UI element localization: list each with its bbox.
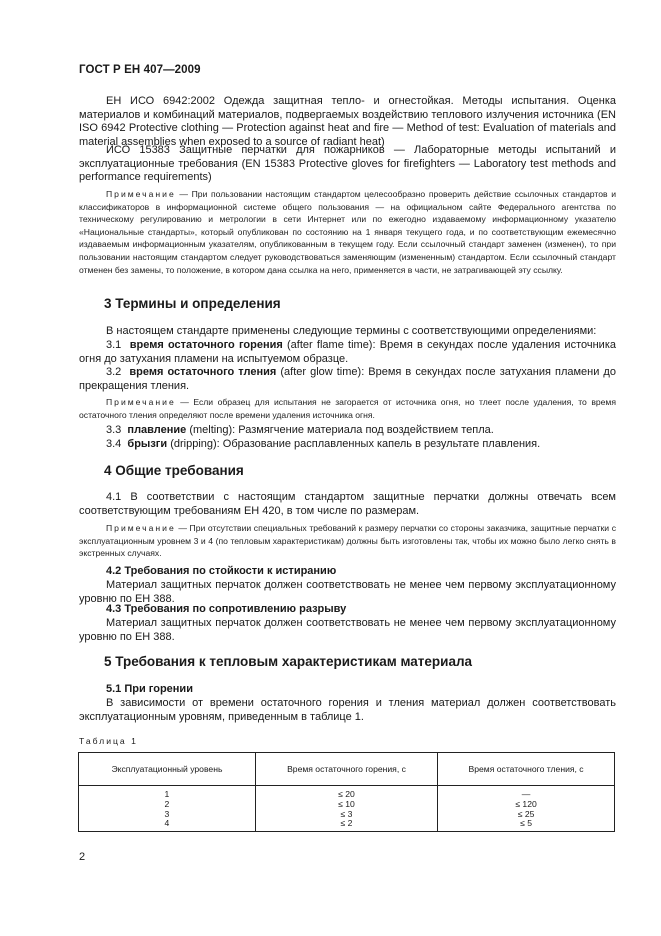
- term-3-1: 3.1 время остаточного горения (after flame time): Время в секундах после удаления источника огня до затухания пламени на испытуемом образце.: [79, 339, 616, 365]
- term-3-4-name: брызги: [127, 438, 168, 450]
- term-3-3: 3.3 плавление (melting): Размягчение материала под воздействием тепла.: [106, 424, 494, 436]
- reference-iso-6942: ЕН ИСО 6942:2002 Одежда защитная тепло- и огнестойкая. Методы испытания. Оценка материалов и комбинаций материалов, подвергаемых воздействию теплового излучения источника (EN ISO 6942 Protective clothing — Protection against heat and fire — Method of test: Evaluation of materials and material assemblies when exposed to a source of radiant heat): [79, 95, 616, 148]
- section-3-title: 3 Термины и определения: [104, 296, 281, 311]
- note-references: [79, 188, 616, 276]
- note-label: Примечание: [106, 189, 176, 199]
- note-section-3: Примечание — Если образец для испытания не загорается от источника огня, но тлеет после удаления, то время остаточного тления определяют после времени удаления источника огня.: [79, 397, 616, 420]
- clause-4-1: 4.1 В соответствии с настоящим стандартом защитные перчатки должны отвечать всем соответствующим требованиям ЕН 420, в том числе по размерам.: [79, 491, 616, 517]
- table-header-level: Эксплуатационный уровень: [79, 753, 256, 786]
- table-header-row: [79, 753, 615, 786]
- section-3-intro: В настоящем стандарте применены следующие термины с соответствующими определениями:: [106, 325, 597, 337]
- table-row: [79, 786, 615, 832]
- term-3-3-name: плавление: [127, 424, 187, 436]
- table-1: [78, 752, 615, 832]
- section-5-title: 5 Требования к тепловым характеристикам материала: [104, 654, 473, 669]
- term-3-2-name: время остаточного тления: [129, 366, 277, 378]
- document-header: ГОСТ Р ЕН 407—2009: [79, 64, 201, 76]
- reference-iso-15383: ИСО 15383 Защитные перчатки для пожарников — Лабораторные методы испытаний и эксплуатационные требования (EN 15383 Protective gloves for firefighters — Laboratory test methods and performance requirements): [79, 144, 616, 183]
- table-cell-glow-times: — ≤ 120 ≤ 25 ≤ 5: [438, 786, 615, 832]
- table-header-flame: Время остаточного горения, с: [255, 753, 437, 786]
- clause-4-2-heading: 4.2 Требования по стойкости к истиранию: [106, 565, 337, 577]
- section-4-title: 4 Общие требования: [104, 463, 244, 478]
- clause-4-2-text: Материал защитных перчаток должен соответствовать не менее чем первому эксплуатационному уровню по ЕН 388.: [79, 579, 616, 605]
- clause-5-1-heading: 5.1 При горении: [106, 683, 193, 695]
- term-3-2: 3.2 время остаточного тления (after glow time): Время в секундах после затухания пламени до прекращения тления.: [79, 366, 616, 392]
- table-cell-flame-times: ≤ 20 ≤ 10 ≤ 3 ≤ 2: [255, 786, 437, 832]
- clause-5-1-text: В зависимости от времени остаточного горения и тления материал должен соответствовать эксплуатационным уровням, приведенным в таблице 1.: [79, 697, 616, 723]
- table-header-glow: Время остаточного тления, с: [438, 753, 615, 786]
- table-cell-levels: 1 2 3 4: [79, 786, 256, 832]
- note-text: — При пользовании настоящим стандартом целесообразно проверить действие ссылочных стандартов и классификаторов в информационной системе общего пользования — на официальном сайте Федерального агентства по техническому регулированию и метрологии в сети Интернет или по ежегодно издаваемому информационному указателю «Национальные стандарты», который опубликован по состоянию на 1 января текущего года, и по соответствующим ежемесячно издаваемым информационным указателям, опубликованным в текущем году. Если ссылочный стандарт заменен (изменен), то при пользовании настоящим стандартом следует руководствоваться заменяющим (измененным) стандартом. Если ссылочный стандарт отменен без замены, то положение, в котором дана ссылка на него, применяется в части, не затрагивающей эту ссылку.: [79, 189, 617, 275]
- clause-4-3-heading: 4.3 Требования по сопротивлению разрыву: [106, 603, 347, 615]
- term-3-4: 3.4 брызги (dripping): Образование расплавленных капель в результате плавления.: [106, 438, 541, 450]
- term-3-1-name: время остаточного горения: [129, 339, 283, 351]
- table-1-caption: Таблица 1: [79, 736, 138, 746]
- note-section-4: Примечание — При отсутствии специальных требований к размеру перчатки со стороны заказчика, защитные перчатки с эксплуатационным уровнем 3 и 4 (по тепловым характеристикам) должны быть изготовлены так, чтобы их можно было легко снять в экстренных случаях.: [79, 523, 616, 559]
- page-number: 2: [79, 851, 86, 863]
- clause-4-3-text: Материал защитных перчаток должен соответствовать не менее чем первому эксплуатационному уровню по ЕН 388.: [79, 617, 616, 643]
